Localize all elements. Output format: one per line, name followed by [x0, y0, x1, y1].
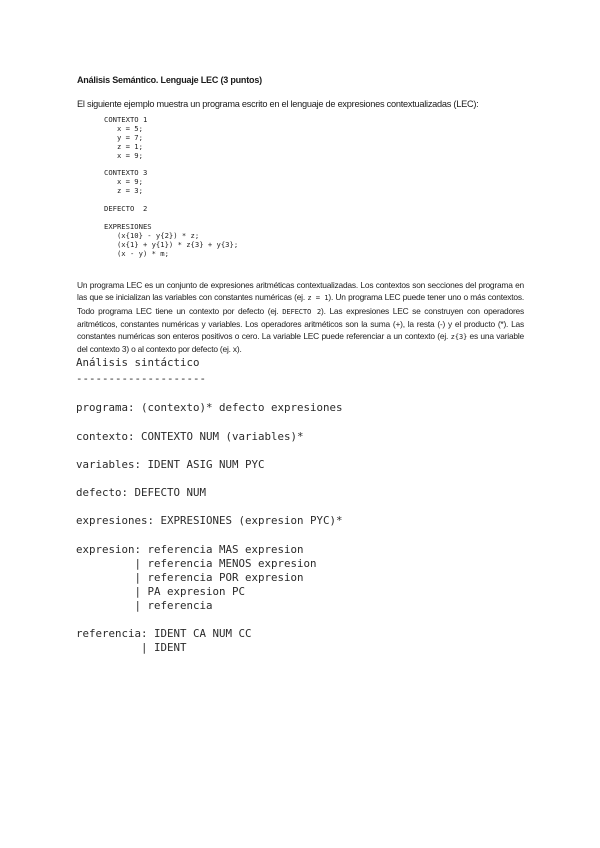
grammar-rule: defecto: DEFECTO NUM: [76, 486, 207, 499]
code-line: CONTEXTO 1: [104, 115, 148, 124]
grammar-title: Análisis sintáctico: [76, 356, 200, 369]
code-line: (x{10} - y{2}) * z;: [104, 230, 200, 240]
section-heading: Análisis Semántico. Lenguaje LEC (3 puntos): [77, 75, 262, 85]
inline-code: z = 1: [307, 293, 329, 303]
code-line: CONTEXTO 3: [104, 168, 148, 178]
inline-code: z{3}: [450, 332, 468, 342]
code-line: x = 9;: [104, 150, 143, 160]
grammar-rule: contexto: CONTEXTO NUM (variables)*: [76, 430, 304, 443]
grammar-rule: variables: IDENT ASIG NUM PYC: [76, 458, 265, 471]
grammar-rule: | referencia POR expresion: [76, 571, 304, 584]
grammar-rule: expresion: referencia MAS expresion: [76, 543, 304, 556]
code-line: DEFECTO 2: [104, 204, 148, 214]
grammar-rule: | PA expresion PC: [76, 585, 246, 598]
grammar-rule: | referencia: [76, 599, 213, 612]
grammar-rule: programa: (contexto)* defecto expresiones: [76, 401, 343, 414]
inline-code: DEFECTO 2: [282, 306, 322, 316]
grammar-rule: expresiones: EXPRESIONES (expresion PYC)*: [76, 514, 343, 527]
code-line: (x - y) * m;: [104, 248, 169, 258]
grammar-rule: | referencia MENOS expresion: [76, 557, 317, 570]
code-line: z = 1;: [104, 141, 143, 151]
grammar-rule: referencia: IDENT CA NUM CC: [76, 627, 252, 640]
intro-text: El siguiente ejemplo muestra un programa escrito en el lenguaje de expresiones contextualizadas (LEC):: [77, 99, 479, 109]
code-line: x = 9;: [104, 177, 143, 187]
code-line: EXPRESIONES: [104, 221, 152, 231]
grammar-rule: | IDENT: [76, 641, 187, 654]
grammar-underline: --------------------: [76, 372, 207, 385]
code-line: (x{1} + y{1}) * z{3} + y{3};: [104, 239, 239, 249]
code-line: y = 7;: [104, 132, 143, 142]
code-line: z = 3;: [104, 186, 143, 196]
code-example: [104, 116, 238, 259]
code-line: x = 5;: [104, 123, 143, 133]
description-paragraph: Un programa LEC es un conjunto de expresiones aritméticas contextualizadas. Los contextos son secciones del programa en las que se inicializan las variables con constantes numéricas (ej. z = 1). Un programa LEC puede tener uno o más contextos. Todo programa LEC tiene un contexto por defecto (ej. DEFECTO 2). Las expresiones LEC se construyen con operadores aritméticos, constantes numéricas y variables. Los operadores aritméticos son la suma (+), la resta (-) y el producto (*). Las constantes numéricas son enteros positivos o cero. La variable LEC puede referenciar a un contexto (ej. z{3} es una variable del contexto 3) o al contexto por defecto (ej. x).: [77, 280, 524, 355]
